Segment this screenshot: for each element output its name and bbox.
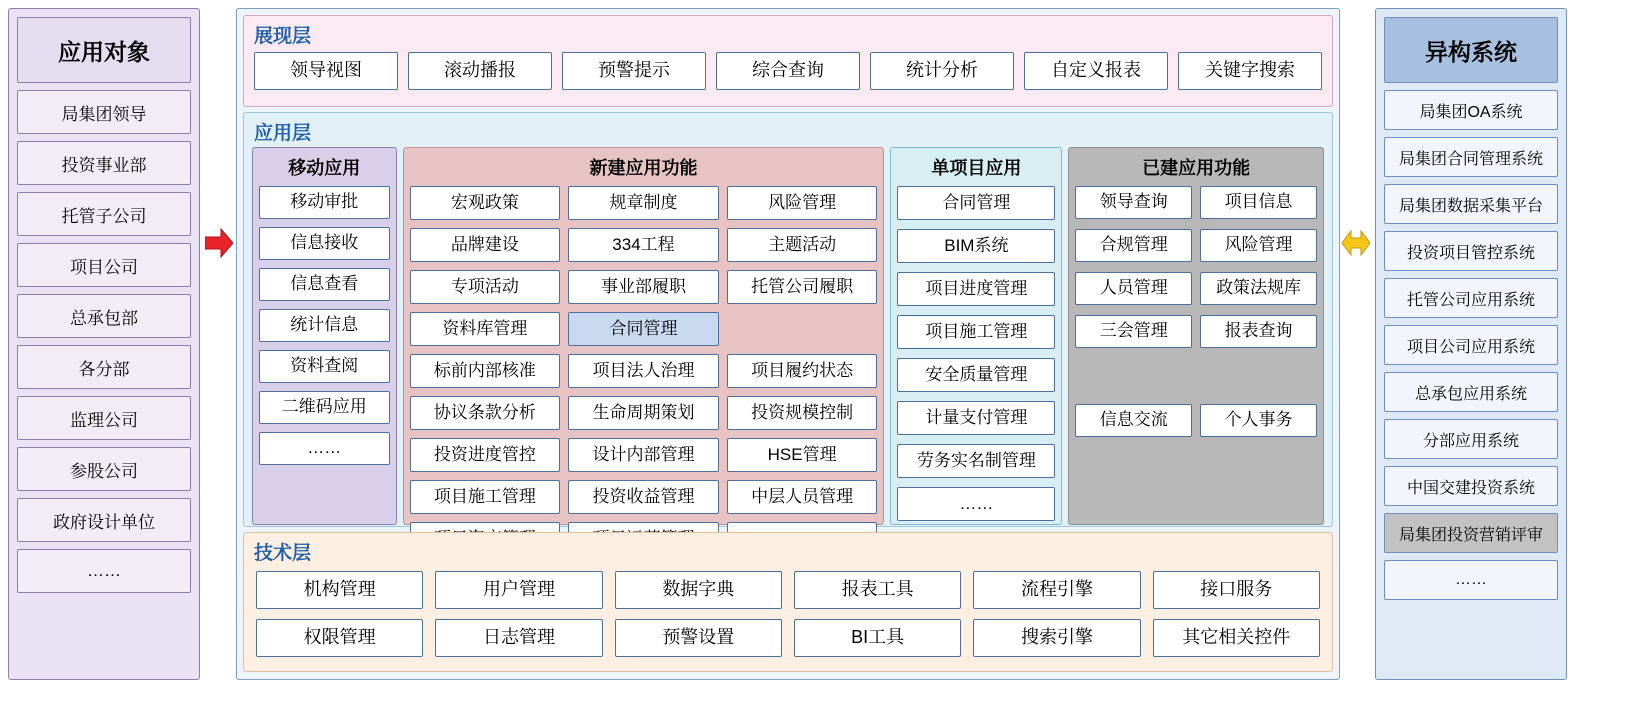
presentation-item[interactable]: 关键字搜索 bbox=[1178, 52, 1322, 90]
new-app-item[interactable]: 主题活动 bbox=[727, 228, 878, 262]
list-item[interactable]: 投资项目管控系统 bbox=[1384, 231, 1558, 271]
list-item[interactable]: 投资事业部 bbox=[17, 141, 191, 185]
presentation-layer bbox=[243, 15, 1333, 107]
list-item[interactable]: 项目公司 bbox=[17, 243, 191, 287]
technology-layer-title: 技术层 bbox=[254, 543, 312, 564]
list-item[interactable]: 监理公司 bbox=[17, 396, 191, 440]
built-app-item[interactable]: 三会管理 bbox=[1075, 315, 1192, 348]
new-app-item[interactable]: 生命周期策划 bbox=[568, 396, 719, 430]
list-item[interactable]: 总承包部 bbox=[17, 294, 191, 338]
single-project-item[interactable]: 计量支付管理 bbox=[897, 401, 1055, 435]
new-app-item[interactable]: 设计内部管理 bbox=[568, 438, 719, 472]
mobile-app-item[interactable]: 信息查看 bbox=[259, 268, 390, 301]
technology-item[interactable]: 报表工具 bbox=[794, 571, 961, 609]
new-app-item-selected[interactable]: 合同管理 bbox=[568, 312, 719, 346]
presentation-layer-title: 展现层 bbox=[254, 26, 312, 47]
technology-item[interactable]: 接口服务 bbox=[1153, 571, 1320, 609]
mobile-app-item[interactable]: …… bbox=[259, 432, 390, 465]
built-app-item[interactable]: 信息交流 bbox=[1075, 404, 1192, 437]
mobile-apps-title: 移动应用 bbox=[288, 158, 361, 178]
single-project-group bbox=[890, 147, 1062, 525]
platform-panel bbox=[236, 8, 1340, 680]
single-project-item[interactable]: 安全质量管理 bbox=[897, 358, 1055, 392]
list-item[interactable]: 局集团领导 bbox=[17, 90, 191, 134]
heterogeneous-systems-title: 异构系统 bbox=[1384, 17, 1558, 83]
new-app-item[interactable]: 投资收益管理 bbox=[568, 480, 719, 514]
technology-layer bbox=[243, 532, 1333, 672]
single-project-item[interactable]: …… bbox=[897, 487, 1055, 521]
new-app-item[interactable]: 标前内部核准 bbox=[410, 354, 561, 388]
presentation-item[interactable]: 自定义报表 bbox=[1024, 52, 1168, 90]
mobile-apps-group bbox=[252, 147, 397, 525]
mobile-app-item[interactable]: 资料查阅 bbox=[259, 350, 390, 383]
application-objects-panel bbox=[8, 8, 200, 680]
new-app-item[interactable]: 项目履约状态 bbox=[727, 354, 878, 388]
new-app-item[interactable]: 项目施工管理 bbox=[410, 480, 561, 514]
single-project-item[interactable]: 合同管理 bbox=[897, 186, 1055, 220]
double-arrow-icon bbox=[1342, 228, 1370, 258]
built-apps-title: 已建应用功能 bbox=[1142, 158, 1251, 178]
technology-item[interactable]: 日志管理 bbox=[435, 619, 602, 657]
single-project-item[interactable]: BIM系统 bbox=[897, 229, 1055, 263]
presentation-item[interactable]: 综合查询 bbox=[716, 52, 860, 90]
application-layer-title: 应用层 bbox=[254, 123, 312, 144]
list-item[interactable]: 分部应用系统 bbox=[1384, 419, 1558, 459]
list-item[interactable]: 政府设计单位 bbox=[17, 498, 191, 542]
list-item[interactable]: 中国交建投资系统 bbox=[1384, 466, 1558, 506]
new-app-item[interactable]: 投资规模控制 bbox=[727, 396, 878, 430]
technology-item[interactable]: 搜索引擎 bbox=[973, 619, 1140, 657]
heterogeneous-systems-panel bbox=[1375, 8, 1567, 680]
new-app-item[interactable]: HSE管理 bbox=[727, 438, 878, 472]
application-layer bbox=[243, 112, 1333, 527]
mobile-app-item[interactable]: 移动审批 bbox=[259, 186, 390, 219]
list-item[interactable]: 局集团OA系统 bbox=[1384, 90, 1558, 130]
new-app-item-empty bbox=[727, 312, 878, 346]
list-item[interactable]: …… bbox=[1384, 560, 1558, 600]
list-item[interactable]: 各分部 bbox=[17, 345, 191, 389]
new-app-item[interactable]: 投资进度管控 bbox=[410, 438, 561, 472]
new-app-item[interactable]: 规章制度 bbox=[568, 186, 719, 220]
right-arrow-icon bbox=[205, 228, 233, 258]
mobile-app-item[interactable]: 统计信息 bbox=[259, 309, 390, 342]
built-app-item[interactable]: 合规管理 bbox=[1075, 229, 1192, 262]
presentation-item[interactable]: 预警提示 bbox=[562, 52, 706, 90]
built-apps-group bbox=[1068, 147, 1324, 525]
single-project-item[interactable]: 项目施工管理 bbox=[897, 315, 1055, 349]
built-app-item[interactable]: 风险管理 bbox=[1200, 229, 1317, 262]
presentation-item[interactable]: 领导视图 bbox=[254, 52, 398, 90]
new-app-item[interactable]: 项目法人治理 bbox=[568, 354, 719, 388]
technology-item[interactable]: 权限管理 bbox=[256, 619, 423, 657]
technology-item[interactable]: 流程引擎 bbox=[973, 571, 1140, 609]
new-app-item[interactable]: 专项活动 bbox=[410, 270, 561, 304]
list-item[interactable]: 总承包应用系统 bbox=[1384, 372, 1558, 412]
single-project-item[interactable]: 劳务实名制管理 bbox=[897, 444, 1055, 478]
built-app-item[interactable]: 项目信息 bbox=[1200, 186, 1317, 219]
new-apps-group bbox=[403, 147, 885, 525]
list-item[interactable]: 项目公司应用系统 bbox=[1384, 325, 1558, 365]
list-item[interactable]: 托管子公司 bbox=[17, 192, 191, 236]
built-app-item[interactable]: 领导查询 bbox=[1075, 186, 1192, 219]
list-item[interactable]: 托管公司应用系统 bbox=[1384, 278, 1558, 318]
new-app-item[interactable]: 资料库管理 bbox=[410, 312, 561, 346]
new-app-item[interactable]: 事业部履职 bbox=[568, 270, 719, 304]
built-apps-spacer bbox=[1075, 348, 1317, 400]
technology-item[interactable]: 数据字典 bbox=[615, 571, 782, 609]
list-item[interactable]: 局集团合同管理系统 bbox=[1384, 137, 1558, 177]
new-app-item[interactable]: 品牌建设 bbox=[410, 228, 561, 262]
list-item[interactable]: 局集团数据采集平台 bbox=[1384, 184, 1558, 224]
new-app-item[interactable]: 托管公司履职 bbox=[727, 270, 878, 304]
presentation-item[interactable]: 滚动播报 bbox=[408, 52, 552, 90]
technology-item[interactable]: 其它相关控件 bbox=[1153, 619, 1320, 657]
new-app-item[interactable]: 协议条款分析 bbox=[410, 396, 561, 430]
single-project-item[interactable]: 项目进度管理 bbox=[897, 272, 1055, 306]
built-app-item[interactable]: 报表查询 bbox=[1200, 315, 1317, 348]
technology-item[interactable]: 预警设置 bbox=[615, 619, 782, 657]
mobile-app-item[interactable]: 二维码应用 bbox=[259, 391, 390, 424]
new-app-item[interactable]: 宏观政策 bbox=[410, 186, 561, 220]
technology-item[interactable]: BI工具 bbox=[794, 619, 961, 657]
application-objects-title: 应用对象 bbox=[17, 17, 191, 83]
new-app-item[interactable]: 中层人员管理 bbox=[727, 480, 878, 514]
new-apps-title: 新建应用功能 bbox=[589, 158, 698, 178]
built-app-item[interactable]: 人员管理 bbox=[1075, 272, 1192, 305]
presentation-item[interactable]: 统计分析 bbox=[870, 52, 1014, 90]
new-app-item[interactable]: 风险管理 bbox=[727, 186, 878, 220]
mobile-app-item[interactable]: 信息接收 bbox=[259, 227, 390, 260]
single-project-title: 单项目应用 bbox=[931, 158, 1022, 178]
list-item[interactable]: …… bbox=[17, 549, 191, 593]
technology-item[interactable]: 用户管理 bbox=[435, 571, 602, 609]
new-app-item[interactable]: 334工程 bbox=[568, 228, 719, 262]
built-app-item[interactable]: 政策法规库 bbox=[1200, 272, 1317, 305]
built-app-item[interactable]: 个人事务 bbox=[1200, 404, 1317, 437]
list-item-selected[interactable]: 局集团投资营销评审 bbox=[1384, 513, 1558, 553]
list-item[interactable]: 参股公司 bbox=[17, 447, 191, 491]
technology-item[interactable]: 机构管理 bbox=[256, 571, 423, 609]
